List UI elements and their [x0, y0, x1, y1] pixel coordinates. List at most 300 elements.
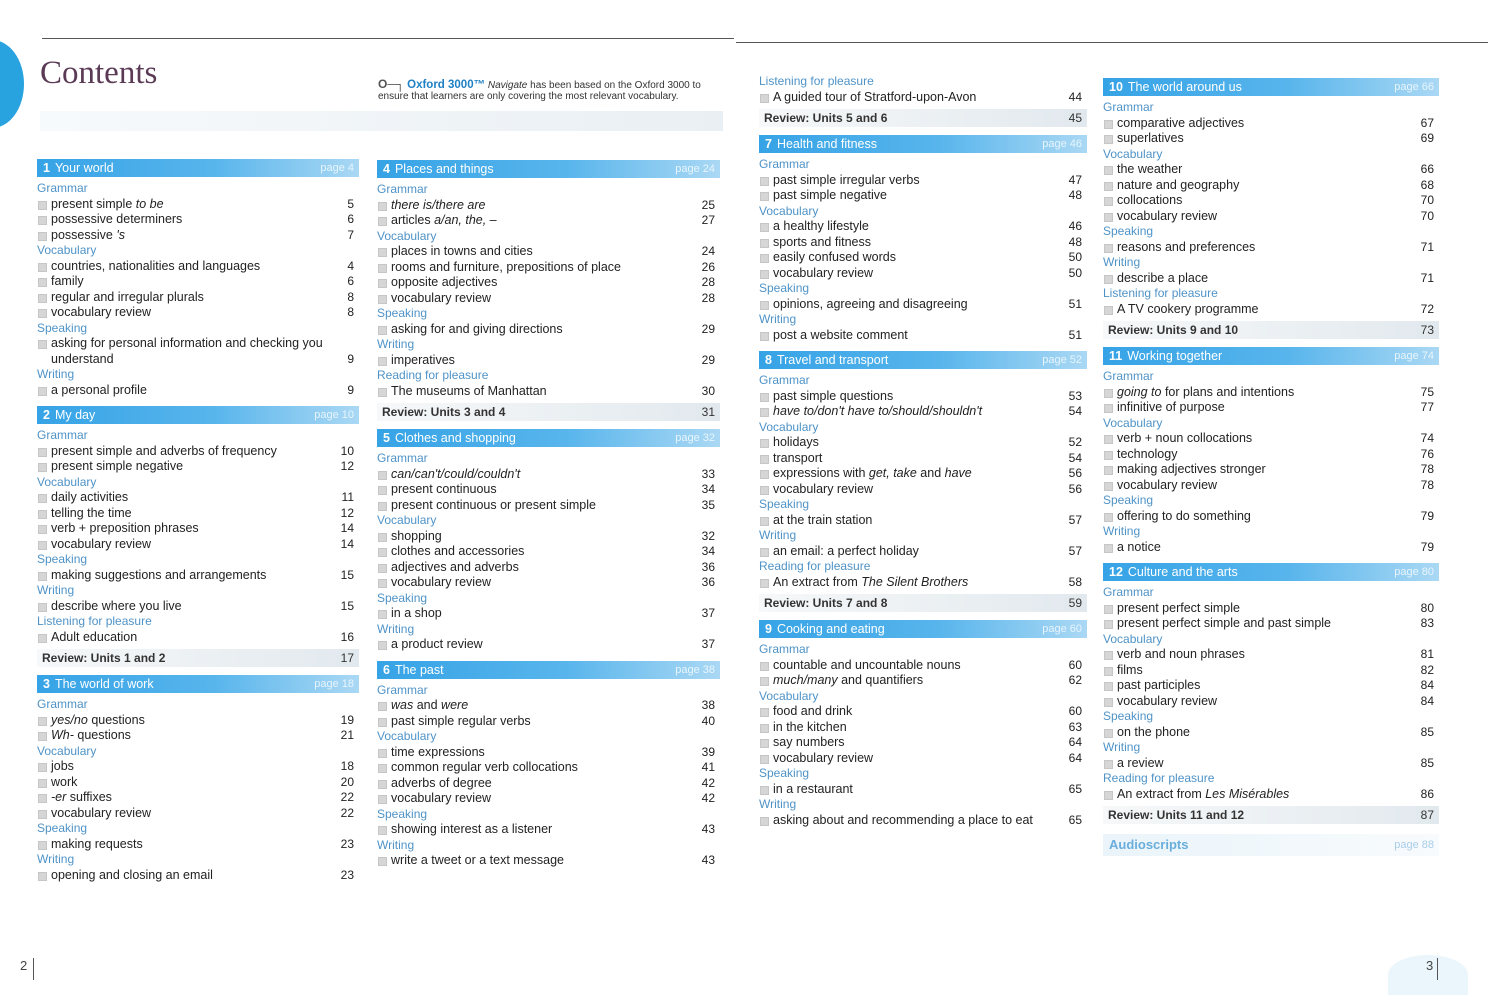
- entry-page: 28: [701, 275, 715, 289]
- contents-entry[interactable]: [37, 259, 359, 275]
- entry-page: 68: [1420, 177, 1434, 192]
- entry-text: making suggestions and arrangements: [51, 567, 267, 582]
- entry-page: 24: [701, 244, 715, 258]
- contents-entry[interactable]: [759, 658, 1087, 674]
- contents-entry[interactable]: [37, 568, 359, 584]
- review-page: 73: [1420, 323, 1434, 337]
- entry-text: past simple irregular verbs: [773, 172, 920, 187]
- contents-entry[interactable]: [1103, 616, 1439, 632]
- entry-page: 20: [340, 774, 354, 789]
- entry-emphasis: Les Misérables: [1205, 786, 1290, 801]
- section-label: Grammar: [377, 451, 428, 465]
- entry-text: questions: [73, 728, 131, 742]
- entry-text: reasons and preferences: [1117, 239, 1256, 254]
- entry-text: vocabulary review: [773, 265, 874, 280]
- entry-text: and quantifiers: [837, 673, 924, 687]
- section-label: Speaking: [759, 497, 810, 511]
- unit-number: 11: [1109, 349, 1123, 363]
- contents-entry[interactable]: [377, 853, 720, 869]
- entry-page: 15: [340, 567, 354, 582]
- entry-text: past simple negative: [773, 188, 887, 202]
- contents-entry[interactable]: [377, 529, 720, 545]
- entry-page: 42: [701, 791, 715, 805]
- entry-emphasis: much/many: [773, 673, 838, 687]
- review-row[interactable]: [1103, 321, 1439, 339]
- contents-entry[interactable]: [37, 521, 359, 537]
- contents-entry[interactable]: [377, 291, 720, 307]
- contents-entry[interactable]: [759, 735, 1087, 751]
- contents-entry[interactable]: [759, 328, 1087, 344]
- entry-page: 5: [347, 196, 354, 211]
- section-label: Writing: [1103, 255, 1141, 269]
- contents-entry[interactable]: [1103, 400, 1439, 416]
- entry-page: 29: [701, 352, 715, 367]
- contents-entry[interactable]: [37, 383, 359, 399]
- contents-entry[interactable]: [377, 714, 720, 730]
- entry-text: vocabulary review: [391, 791, 492, 805]
- unit-title: The world around us: [1127, 80, 1242, 94]
- contents-entry[interactable]: [1103, 509, 1439, 525]
- oxford-3000-note: [378, 79, 723, 102]
- contents-entry[interactable]: [759, 513, 1087, 529]
- page-number-rule-left: [33, 958, 34, 980]
- entry-page: 25: [701, 197, 715, 212]
- oxford-text-a: Navigate: [487, 80, 528, 91]
- section-label: Writing: [377, 337, 415, 351]
- unit-header-10[interactable]: [1103, 78, 1439, 96]
- entry-text: present simple negative: [51, 459, 184, 473]
- entry-page: 21: [340, 728, 354, 742]
- entry-page: 37: [701, 606, 715, 620]
- entry-page: 54: [1068, 450, 1082, 465]
- entry-text: vocabulary review: [1117, 208, 1218, 223]
- section-label: Reading for pleasure: [759, 559, 871, 573]
- contents-entry[interactable]: [377, 498, 720, 514]
- entry-page: 14: [340, 521, 354, 535]
- contents-entry[interactable]: [37, 599, 359, 615]
- contents-entry[interactable]: [377, 213, 720, 229]
- contents-entry[interactable]: [759, 575, 1087, 591]
- entry-page: 27: [701, 213, 715, 227]
- entry-page: 44: [1068, 89, 1082, 104]
- entry-page: 79: [1420, 508, 1434, 523]
- unit-header-4[interactable]: [377, 160, 720, 178]
- audioscripts-page: page 88: [1394, 839, 1434, 851]
- contents-entry[interactable]: [377, 637, 720, 653]
- entry-page: 14: [340, 536, 354, 551]
- contents-entry[interactable]: [37, 459, 359, 475]
- contents-entry[interactable]: [37, 444, 359, 460]
- unit-header-11[interactable]: [1103, 347, 1439, 365]
- contents-entry[interactable]: [377, 244, 720, 260]
- contents-entry[interactable]: [1103, 209, 1439, 225]
- section-label: Speaking: [37, 821, 88, 835]
- entry-text: holidays: [773, 435, 819, 449]
- contents-entry[interactable]: [37, 728, 359, 744]
- entry-page: 30: [701, 383, 715, 398]
- contents-entry[interactable]: [37, 868, 359, 884]
- entry-emphasis: there is/there are: [391, 197, 486, 212]
- contents-entry[interactable]: [1103, 601, 1439, 617]
- contents-entry[interactable]: [1103, 787, 1439, 803]
- review-row[interactable]: [759, 594, 1087, 612]
- contents-entry[interactable]: [1103, 178, 1439, 194]
- entry-page: 43: [701, 853, 715, 867]
- contents-column-2: [377, 152, 720, 869]
- unit-page: page 4: [320, 162, 354, 174]
- entry-page: 6: [347, 274, 354, 288]
- entry-text: a notice: [1117, 539, 1161, 554]
- unit-header-8[interactable]: [759, 351, 1087, 369]
- entry-text: jobs: [51, 759, 74, 773]
- contents-entry[interactable]: [377, 544, 720, 560]
- entry-text: describe a place: [1117, 270, 1209, 285]
- contents-entry[interactable]: [759, 219, 1087, 235]
- contents-entry[interactable]: [1103, 678, 1439, 694]
- review-row[interactable]: [1103, 806, 1439, 824]
- contents-entry[interactable]: [37, 775, 359, 791]
- unit-header-12[interactable]: [1103, 563, 1439, 581]
- entry-text: in a shop: [391, 606, 442, 620]
- section-label: Writing: [759, 312, 797, 326]
- section-label: Vocabulary: [37, 743, 97, 758]
- contents-entry[interactable]: [377, 776, 720, 792]
- entry-text: an email: a perfect holiday: [773, 543, 919, 558]
- entry-page: 82: [1420, 662, 1434, 677]
- contents-entry[interactable]: [377, 353, 720, 369]
- entry-text: rooms and furniture, prepositions of place: [391, 259, 621, 274]
- unit-header-3[interactable]: [37, 675, 359, 693]
- unit-page: page 24: [675, 163, 715, 175]
- entry-page: 53: [1068, 388, 1082, 403]
- entry-page: 34: [701, 482, 715, 496]
- unit-title: Cooking and eating: [776, 622, 885, 636]
- entry-page: 40: [701, 713, 715, 728]
- contents-entry[interactable]: [37, 305, 359, 321]
- unit-header-9[interactable]: [759, 620, 1087, 638]
- unit-header-7[interactable]: [759, 135, 1087, 153]
- entry-text: and: [413, 698, 442, 712]
- entry-page: 36: [701, 575, 715, 589]
- entry-page: 51: [1068, 296, 1082, 311]
- entry-text: a healthy lifestyle: [773, 219, 869, 233]
- entry-text: shopping: [391, 528, 442, 543]
- unit-number: 6: [383, 662, 390, 677]
- section-label: Grammar: [37, 428, 88, 442]
- unit-header-6[interactable]: [377, 661, 720, 679]
- unit-header-2[interactable]: [37, 406, 359, 424]
- entry-page: 71: [1420, 270, 1434, 285]
- entry-page: 51: [1068, 327, 1082, 342]
- entry-page: 48: [1068, 188, 1082, 202]
- entry-text: present continuous: [391, 482, 497, 496]
- contents-entry[interactable]: [759, 297, 1087, 313]
- contents-entry[interactable]: [759, 404, 1087, 420]
- contents-entry[interactable]: [377, 822, 720, 838]
- contents-entry[interactable]: [1103, 694, 1439, 710]
- entry-page: 6: [347, 212, 354, 226]
- entry-text: past simple regular verbs: [391, 713, 531, 728]
- entry-page: 72: [1420, 301, 1434, 316]
- contents-entry[interactable]: [759, 813, 1087, 829]
- unit-number: 3: [43, 677, 50, 691]
- contents-entry[interactable]: [1103, 271, 1439, 287]
- contents-entry[interactable]: [759, 704, 1087, 720]
- section-label: Writing: [37, 583, 75, 597]
- contents-entry[interactable]: [1103, 447, 1439, 463]
- contents-entry[interactable]: [377, 606, 720, 622]
- contents-entry[interactable]: [1103, 478, 1439, 494]
- entry-text: suffixes: [66, 790, 112, 804]
- entry-page: 67: [1420, 115, 1434, 130]
- contents-entry[interactable]: [377, 275, 720, 291]
- entry-text: clothes and accessories: [391, 544, 525, 558]
- entry-emphasis: have to/don't have to/should/shouldn't: [773, 404, 983, 418]
- unit-page: page 10: [314, 409, 354, 421]
- entry-page: 37: [701, 637, 715, 651]
- entry-page: 42: [701, 775, 715, 790]
- entry-page: 84: [1420, 678, 1434, 692]
- entry-page: 65: [1068, 812, 1082, 827]
- contents-entry[interactable]: [377, 322, 720, 338]
- contents-entry[interactable]: [377, 575, 720, 591]
- contents-entry[interactable]: [377, 467, 720, 483]
- top-rule-right: [736, 42, 1488, 43]
- contents-entry[interactable]: [377, 760, 720, 776]
- section-label: Speaking: [377, 590, 428, 605]
- entry-page: 38: [701, 698, 715, 712]
- unit-header-5[interactable]: [377, 429, 720, 447]
- contents-entry[interactable]: [377, 560, 720, 576]
- section-label: Vocabulary: [1103, 415, 1163, 430]
- contents-entry[interactable]: [1103, 462, 1439, 478]
- contents-entry[interactable]: [37, 197, 359, 213]
- entry-page: 15: [340, 598, 354, 613]
- contents-entry[interactable]: [377, 384, 720, 400]
- entry-page: 79: [1420, 539, 1434, 554]
- contents-entry[interactable]: [1103, 162, 1439, 178]
- entry-text: expressions with: [773, 466, 869, 480]
- contents-entry[interactable]: [759, 673, 1087, 689]
- unit-number: 10: [1109, 80, 1123, 94]
- entry-page: 62: [1068, 673, 1082, 687]
- review-row[interactable]: [759, 109, 1087, 127]
- contents-entry[interactable]: [1103, 131, 1439, 147]
- unit-title: Travel and transport: [776, 353, 889, 367]
- entry-page: 10: [340, 443, 354, 458]
- entry-page: 12: [340, 505, 354, 520]
- review-page: 31: [701, 405, 715, 419]
- contents-entry[interactable]: [37, 790, 359, 806]
- unit-number: 2: [43, 408, 50, 422]
- unit-number: 12: [1109, 565, 1123, 579]
- contents-entry[interactable]: [1103, 385, 1439, 401]
- contents-entry[interactable]: [377, 260, 720, 276]
- contents-entry[interactable]: [1103, 540, 1439, 556]
- contents-entry[interactable]: [759, 435, 1087, 451]
- entry-text: the weather: [1117, 162, 1183, 176]
- section-label: Grammar: [1103, 100, 1154, 114]
- entry-page: 35: [701, 497, 715, 512]
- contents-entry[interactable]: [1103, 756, 1439, 772]
- contents-entry[interactable]: [37, 274, 359, 290]
- contents-entry[interactable]: [1103, 647, 1439, 663]
- entry-text: An extract from: [773, 574, 862, 589]
- entry-emphasis: Wh-: [51, 728, 74, 742]
- contents-entry[interactable]: [37, 630, 359, 646]
- review-page: 59: [1068, 596, 1082, 610]
- entry-text: vocabulary review: [1117, 693, 1218, 708]
- entry-emphasis: have: [944, 466, 972, 480]
- entry-page: 4: [347, 258, 354, 273]
- entry-text: in a restaurant: [773, 781, 853, 796]
- contents-entry[interactable]: [759, 389, 1087, 405]
- entry-page: 83: [1420, 616, 1434, 630]
- section-label: Speaking: [37, 552, 88, 566]
- entry-text: asking for personal information and checking you understand: [51, 336, 323, 366]
- contents-entry[interactable]: [377, 791, 720, 807]
- entry-text: making requests: [51, 836, 143, 851]
- contents-entry[interactable]: [759, 782, 1087, 798]
- page-number-rule-right: [1437, 958, 1438, 980]
- entry-page: 11: [341, 490, 354, 504]
- entry-page: 86: [1420, 786, 1434, 801]
- entry-text: present continuous or present simple: [391, 497, 596, 512]
- entry-text: for plans and intentions: [1161, 384, 1295, 399]
- contents-entry[interactable]: [377, 198, 720, 214]
- contents-entry[interactable]: [37, 537, 359, 553]
- entry-emphasis: to be: [135, 196, 164, 211]
- contents-entry[interactable]: [759, 751, 1087, 767]
- entry-page: 57: [1068, 543, 1082, 558]
- contents-entry[interactable]: [759, 90, 1087, 106]
- section-label: Writing: [1103, 524, 1141, 538]
- review-row[interactable]: [377, 403, 720, 421]
- contents-entry[interactable]: [759, 250, 1087, 266]
- contents-entry[interactable]: [759, 173, 1087, 189]
- entry-page: 18: [340, 759, 354, 773]
- contents-entry[interactable]: [759, 451, 1087, 467]
- entry-emphasis: a/an, the, –: [434, 213, 497, 227]
- contents-entry[interactable]: [37, 228, 359, 244]
- contents-entry[interactable]: [377, 482, 720, 498]
- contents-entry[interactable]: [377, 698, 720, 714]
- entry-page: 71: [1420, 239, 1434, 254]
- contents-entry[interactable]: [1103, 431, 1439, 447]
- entry-emphasis: yes/no: [51, 712, 88, 727]
- entry-text: past simple questions: [773, 388, 894, 403]
- entry-text: vocabulary review: [51, 805, 152, 820]
- contents-entry[interactable]: [1103, 725, 1439, 741]
- entry-text: technology: [1117, 446, 1178, 461]
- contents-entry[interactable]: [759, 544, 1087, 560]
- entry-text: present simple: [51, 196, 136, 211]
- review-label: Review: Units 11 and 12: [1108, 808, 1245, 822]
- entry-page: 43: [701, 822, 715, 836]
- contents-entry[interactable]: [1103, 240, 1439, 256]
- entry-text: comparative adjectives: [1117, 115, 1245, 130]
- unit-title: Working together: [1127, 349, 1223, 363]
- contents-entry[interactable]: [377, 745, 720, 761]
- contents-entry[interactable]: [37, 806, 359, 822]
- contents-entry[interactable]: [1103, 116, 1439, 132]
- contents-entry[interactable]: [1103, 302, 1439, 318]
- contents-entry[interactable]: [759, 482, 1087, 498]
- contents-entry[interactable]: [37, 490, 359, 506]
- entry-text: time expressions: [391, 744, 485, 759]
- entry-page: 70: [1420, 193, 1434, 207]
- entry-text: vocabulary review: [51, 305, 152, 319]
- entry-page: 32: [701, 528, 715, 543]
- entry-page: 76: [1420, 446, 1434, 461]
- entry-page: 7: [347, 227, 354, 242]
- audioscripts-row[interactable]: [1103, 834, 1439, 856]
- entry-page: 66: [1420, 162, 1434, 176]
- entry-text: places in towns and cities: [391, 244, 533, 258]
- contents-entry[interactable]: [37, 290, 359, 306]
- contents-entry[interactable]: [37, 212, 359, 228]
- contents-entry[interactable]: [759, 235, 1087, 251]
- entry-text: The museums of Manhattan: [391, 383, 547, 398]
- entry-page: 46: [1068, 219, 1082, 233]
- unit-page: page 60: [1042, 623, 1082, 635]
- contents-entry[interactable]: [37, 713, 359, 729]
- entry-text: imperatives: [391, 352, 455, 367]
- page-number-right: 3: [1426, 958, 1434, 973]
- section-label: Vocabulary: [377, 513, 437, 527]
- entry-text: food and drink: [773, 704, 853, 718]
- contents-entry[interactable]: [759, 720, 1087, 736]
- oxford-brand: Oxford 3000™: [407, 79, 486, 91]
- contents-entry[interactable]: [37, 837, 359, 853]
- entry-text: telling the time: [51, 505, 132, 520]
- contents-entry[interactable]: [1103, 663, 1439, 679]
- section-label: Grammar: [759, 642, 810, 656]
- contents-entry[interactable]: [37, 759, 359, 775]
- entry-page: 58: [1068, 574, 1082, 589]
- contents-entry[interactable]: [759, 466, 1087, 482]
- unit-header-1[interactable]: [37, 159, 359, 177]
- entry-text: possessive: [51, 227, 117, 242]
- page-title: Contents: [40, 55, 158, 91]
- contents-entry[interactable]: [759, 188, 1087, 204]
- unit-title: Culture and the arts: [1127, 565, 1238, 579]
- contents-entry[interactable]: [37, 506, 359, 522]
- review-page: 87: [1420, 808, 1434, 822]
- unit-number: 8: [765, 353, 772, 367]
- section-label: Writing: [377, 837, 415, 852]
- entry-text: An extract from: [1117, 786, 1206, 801]
- contents-entry[interactable]: [37, 336, 359, 367]
- entry-text: past participles: [1117, 678, 1201, 692]
- section-label: Grammar: [759, 157, 810, 171]
- entry-page: 26: [701, 259, 715, 274]
- section-label: Vocabulary: [377, 228, 437, 243]
- entry-page: 34: [701, 544, 715, 558]
- section-label: Writing: [759, 797, 797, 811]
- oxford-text-b: has been based on the Oxford 3000 to ensure that learners are only covering the most relevant vocabulary.: [378, 80, 701, 102]
- entry-page: 50: [1068, 250, 1082, 264]
- review-row[interactable]: [37, 649, 359, 667]
- section-label: Listening for pleasure: [759, 74, 874, 88]
- section-label: Speaking: [1103, 493, 1154, 507]
- entry-page: 70: [1420, 208, 1434, 223]
- contents-entry[interactable]: [759, 266, 1087, 282]
- entry-page: 33: [701, 466, 715, 481]
- entry-page: 12: [340, 459, 354, 473]
- contents-entry[interactable]: [1103, 193, 1439, 209]
- entry-page: 84: [1420, 693, 1434, 708]
